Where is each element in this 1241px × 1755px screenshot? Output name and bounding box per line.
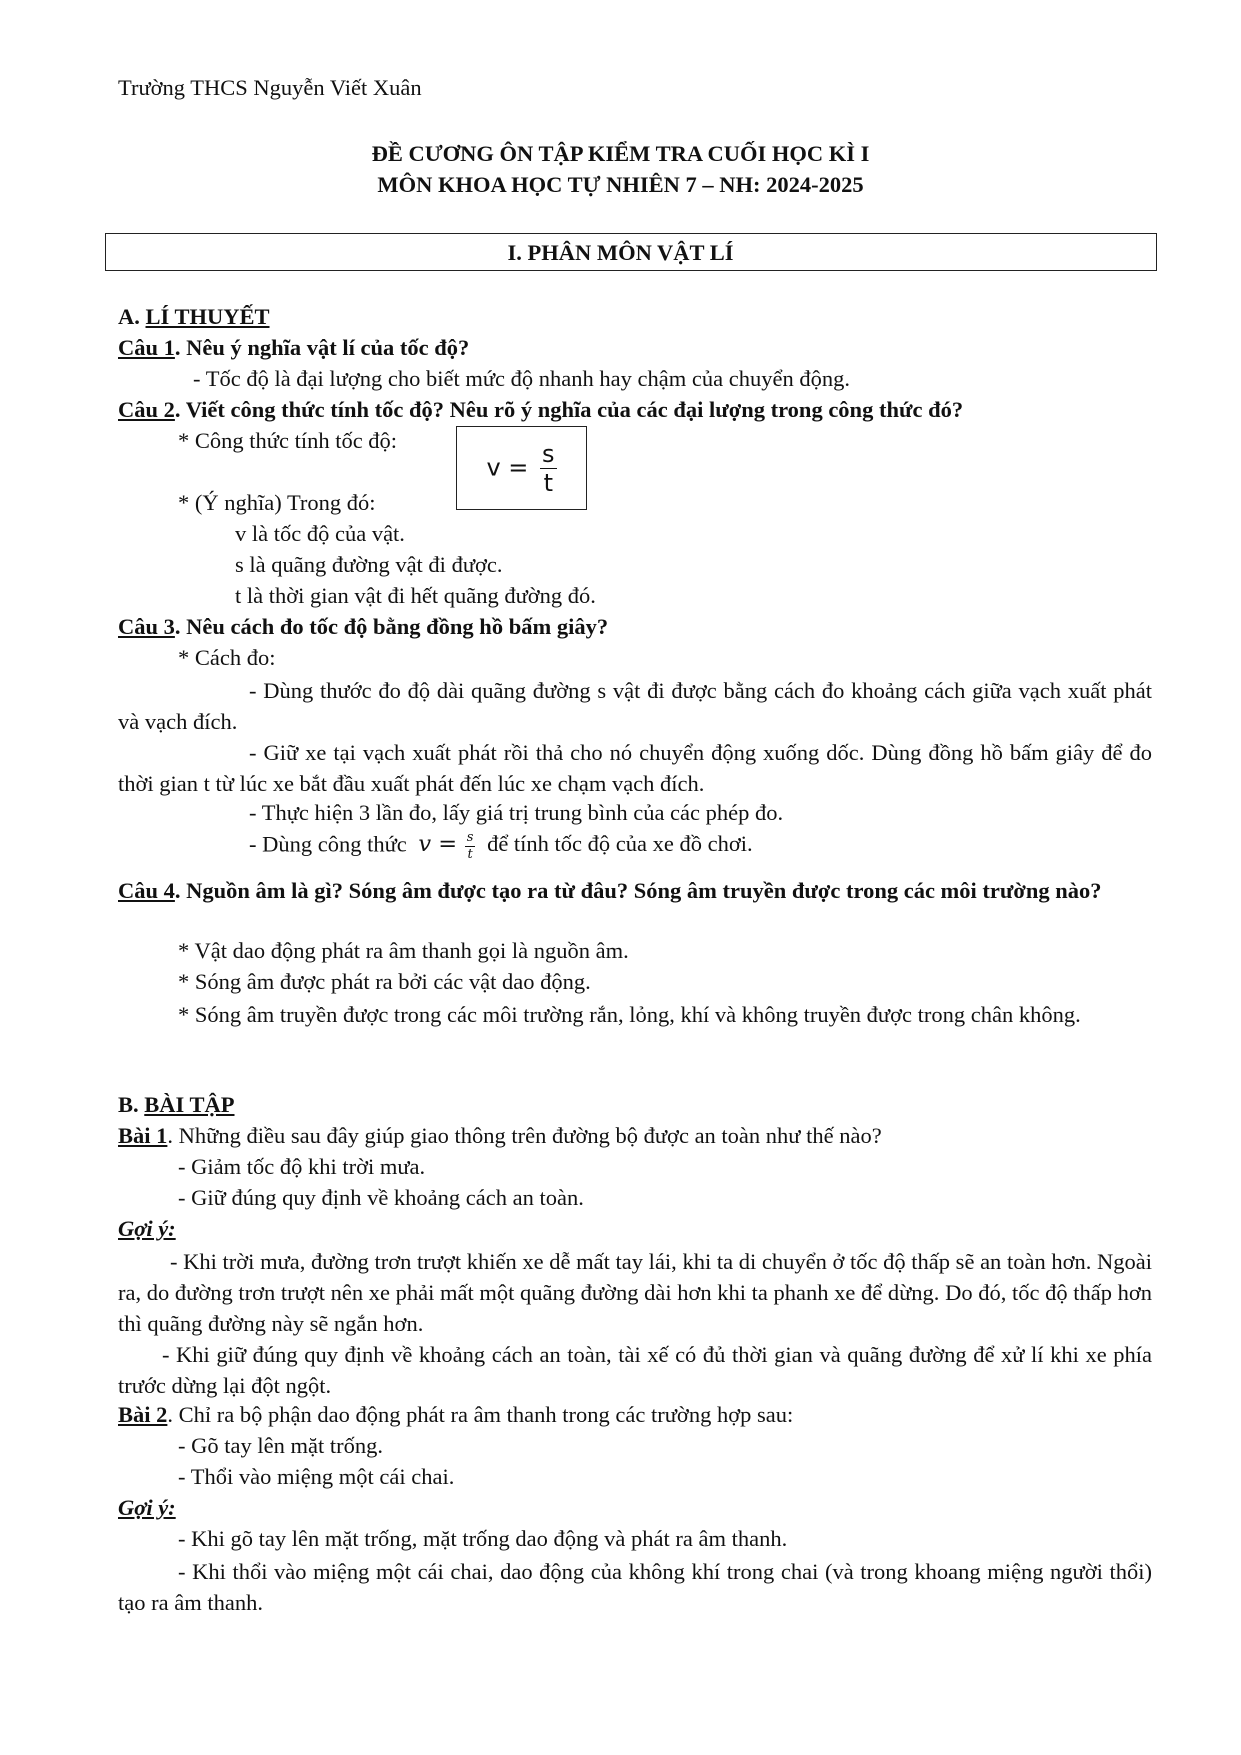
speed-formula-fraction [540,440,557,497]
theory-heading [118,303,270,330]
exercises-heading [118,1091,235,1118]
exercise-1 [118,1122,882,1149]
exercise-2-text: . Chỉ ra bộ phận dao động phát ra âm thanh trong các trường hợp sau: [167,1402,794,1427]
method-intro: * Cách đo: [178,645,276,670]
exercise-1-text: . Những điều sau đây giúp giao thông trên đường bộ được an toàn như thế nào? [167,1123,882,1148]
speed-formula-numerator: s [542,439,555,468]
question-1-answer: - Tốc độ là đại lượng cho biết mức độ nhanh hay chậm của chuyển động. [193,366,850,391]
speed-formula-lhs: v = [486,453,529,481]
exercise-1-hint-1: - Khi trời mưa, đường trơn trượt khiến xe dễ mất tay lái, khi ta di chuyển ở tốc độ thấp sẽ an toàn hơn. Ngoài ra, do đường trơn trượt nên xe phải mất một quãng đường dài hơn khi ta phanh xe để dừng. Do đó, tốc độ thấp hơn thì quãng đường này sẽ ngắn hơn. [118,1249,1152,1336]
meaning-intro: * (Ý nghĩa) Trong đó: [178,490,376,515]
theory-prefix: A. [118,304,146,329]
exercise-1-label: Bài 1 [118,1123,168,1148]
question-4-answer-3: * Sóng âm truyền được trong các môi trường rắn, lỏng, khí và không truyền được trong chân không. [178,1002,1081,1027]
step-formula-numerator: s [466,830,474,845]
exercises-heading-text: BÀI TẬP [144,1092,235,1117]
method-step-4-before: - Dùng công thức [249,831,407,857]
question-1-label: Câu 1 [118,335,175,360]
school-name: Trường THCS Nguyễn Viết Xuân [118,75,422,100]
speed-formula-box [456,426,587,510]
speed-formula [486,440,556,497]
exercise-2-hint-label: Gợi ý: [118,1495,176,1520]
question-3 [118,613,608,640]
exercise-1-hint-2: - Khi giữ đúng quy định về khoảng cách an toàn, tài xế có đủ thời gian và quãng đường để xử lí khi xe phía trước dừng lại đột ngột. [118,1342,1152,1398]
question-2-label: Câu 2 [118,397,175,422]
step-formula-lhs: v = [418,831,458,858]
document-title-line2: MÔN KHOA HỌC TỰ NHIÊN 7 – NH: 2024-2025 [377,172,864,197]
speed-formula-denominator: t [543,468,553,497]
exercise-2-item-1: - Gõ tay lên mặt trống. [178,1433,383,1458]
formula-intro: * Công thức tính tốc độ: [178,428,398,453]
method-step-3: - Thực hiện 3 lần đo, lấy giá trị trung bình của các phép đo. [249,800,784,825]
question-2 [118,396,963,423]
question-3-text: . Nêu cách đo tốc độ bằng đồng hồ bấm giây? [174,614,609,639]
exercise-2-hint-1: - Khi gõ tay lên mặt trống, mặt trống dao động và phát ra âm thanh. [178,1526,788,1551]
v-description: v là tốc độ của vật. [235,521,405,546]
step-formula-fraction [465,830,476,862]
exercise-2 [118,1401,793,1428]
exercise-1-hint-label: Gợi ý: [118,1216,176,1241]
exercises-prefix: B. [118,1092,145,1117]
exercise-2-label: Bài 2 [118,1402,168,1427]
section-title: I. PHÂN MÔN VẬT LÍ [507,240,734,265]
step-formula-denominator: t [467,846,473,862]
question-4-label: Câu 4 [118,878,175,903]
question-1 [118,334,469,361]
method-step-4-after: để tính tốc độ của xe đồ chơi. [487,831,753,857]
method-step-4 [249,830,753,862]
question-4-answer-2: * Sóng âm được phát ra bởi các vật dao động. [178,969,591,994]
question-3-label: Câu 3 [118,614,175,639]
theory-heading-text: LÍ THUYẾT [145,304,270,329]
t-description: t là thời gian vật đi hết quãng đường đó. [235,583,596,608]
question-2-text: . Viết công thức tính tốc độ? Nêu rõ ý nghĩa của các đại lượng trong công thức đó? [174,397,964,422]
question-4 [118,875,1152,906]
s-description: s là quãng đường vật đi được. [235,552,503,577]
question-4-text: . Nguồn âm là gì? Sóng âm được tạo ra từ đâu? Sóng âm truyền được trong các môi trường nào? [174,878,1102,903]
question-4-answer-1: * Vật dao động phát ra âm thanh gọi là nguồn âm. [178,938,629,963]
exercise-1-item-1: - Giảm tốc độ khi trời mưa. [178,1154,426,1179]
question-1-text: . Nêu ý nghĩa vật lí của tốc độ? [174,335,470,360]
method-step-1: - Dùng thước đo độ dài quãng đường s vật đi được bằng cách đo khoảng cách giữa vạch xuất phát và vạch đích. [118,678,1152,734]
exercise-2-hint-2: - Khi thổi vào miệng một cái chai, dao động của không khí trong chai (và trong khoang miệng người thổi) tạo ra âm thanh. [118,1559,1152,1615]
method-step-2: - Giữ xe tại vạch xuất phát rồi thả cho nó chuyển động xuống dốc. Dùng đồng hồ bấm giây để đo thời gian t từ lúc xe bắt đầu xuất phát đến lúc xe chạm vạch đích. [118,740,1152,796]
exercise-2-item-2: - Thổi vào miệng một cái chai. [178,1464,455,1489]
exercise-1-item-2: - Giữ đúng quy định về khoảng cách an toàn. [178,1185,584,1210]
document-title-line1: ĐỀ CƯƠNG ÔN TẬP KIỂM TRA CUỐI HỌC KÌ I [371,141,870,166]
